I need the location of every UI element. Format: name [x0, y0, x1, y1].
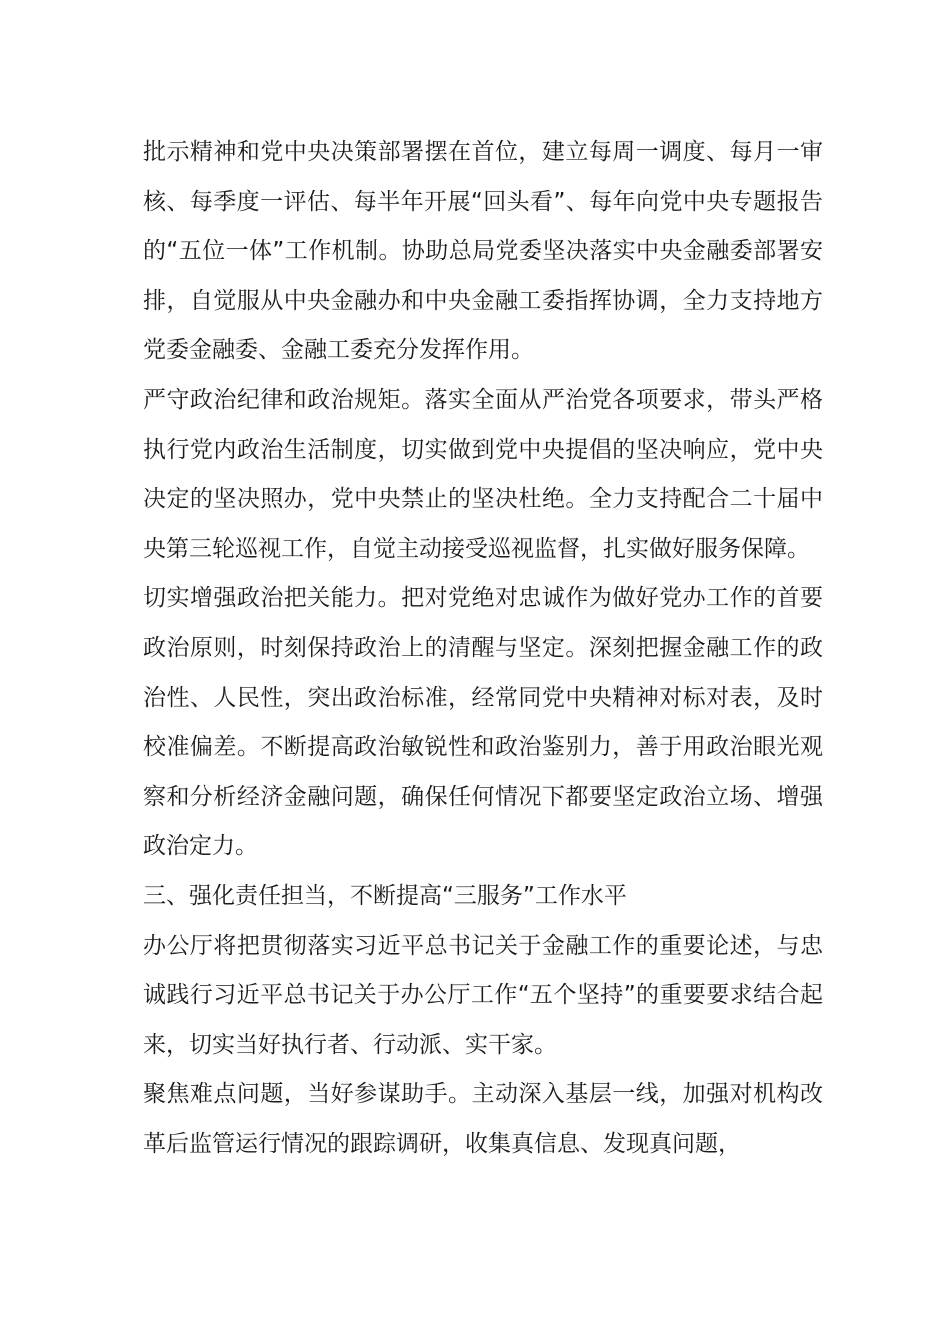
- paragraph-1: 批示精神和党中央决策部署摆在首位，建立每周一调度、每月一审核、每季度一评估、每半年开展“回头看”、每年向党中央专题报告的“五位一体”工作机制。协助总局党委坚决落实中央金融委部署安排，自觉服从中央金融办和中央金融工委指挥协调，全力支持地方党委金融委、金融工委充分发挥作用。: [143, 139, 823, 364]
- document-body: [143, 128, 823, 1169]
- paragraph-4: 办公厅将把贯彻落实习近平总书记关于金融工作的重要论述，与忠诚践行习近平总书记关于办公厅工作“五个坚持”的重要要求结合起来，切实当好执行者、行动派、实干家。: [143, 932, 823, 1058]
- section-heading: 三、强化责任担当，不断提高“三服务”工作水平: [143, 882, 627, 909]
- paragraph-3: 切实增强政治把关能力。把对党绝对忠诚作为做好党办工作的首要政治原则，时刻保持政治上的清醒与坚定。深刻把握金融工作的政治性、人民性，突出政治标准，经常同党中央精神对标对表，及时校准偏差。不断提高政治敏锐性和政治鉴别力，善于用政治眼光观察和分析经济金融问题，确保任何情况下都要坚定政治立场、增强政治定力。: [143, 585, 823, 860]
- paragraph-5: 聚焦难点问题，当好参谋助手。主动深入基层一线，加强对机构改革后监管运行情况的跟踪调研，收集真信息、发现真问题，: [143, 1081, 823, 1157]
- paragraph-2: 严守政治纪律和政治规矩。落实全面从严治党各项要求，带头严格执行党内政治生活制度，切实做到党中央提倡的坚决响应，党中央决定的坚决照办，党中央禁止的坚决杜绝。全力支持配合二十届中央第三轮巡视工作，自觉主动接受巡视监督，扎实做好服务保障。: [143, 386, 823, 562]
